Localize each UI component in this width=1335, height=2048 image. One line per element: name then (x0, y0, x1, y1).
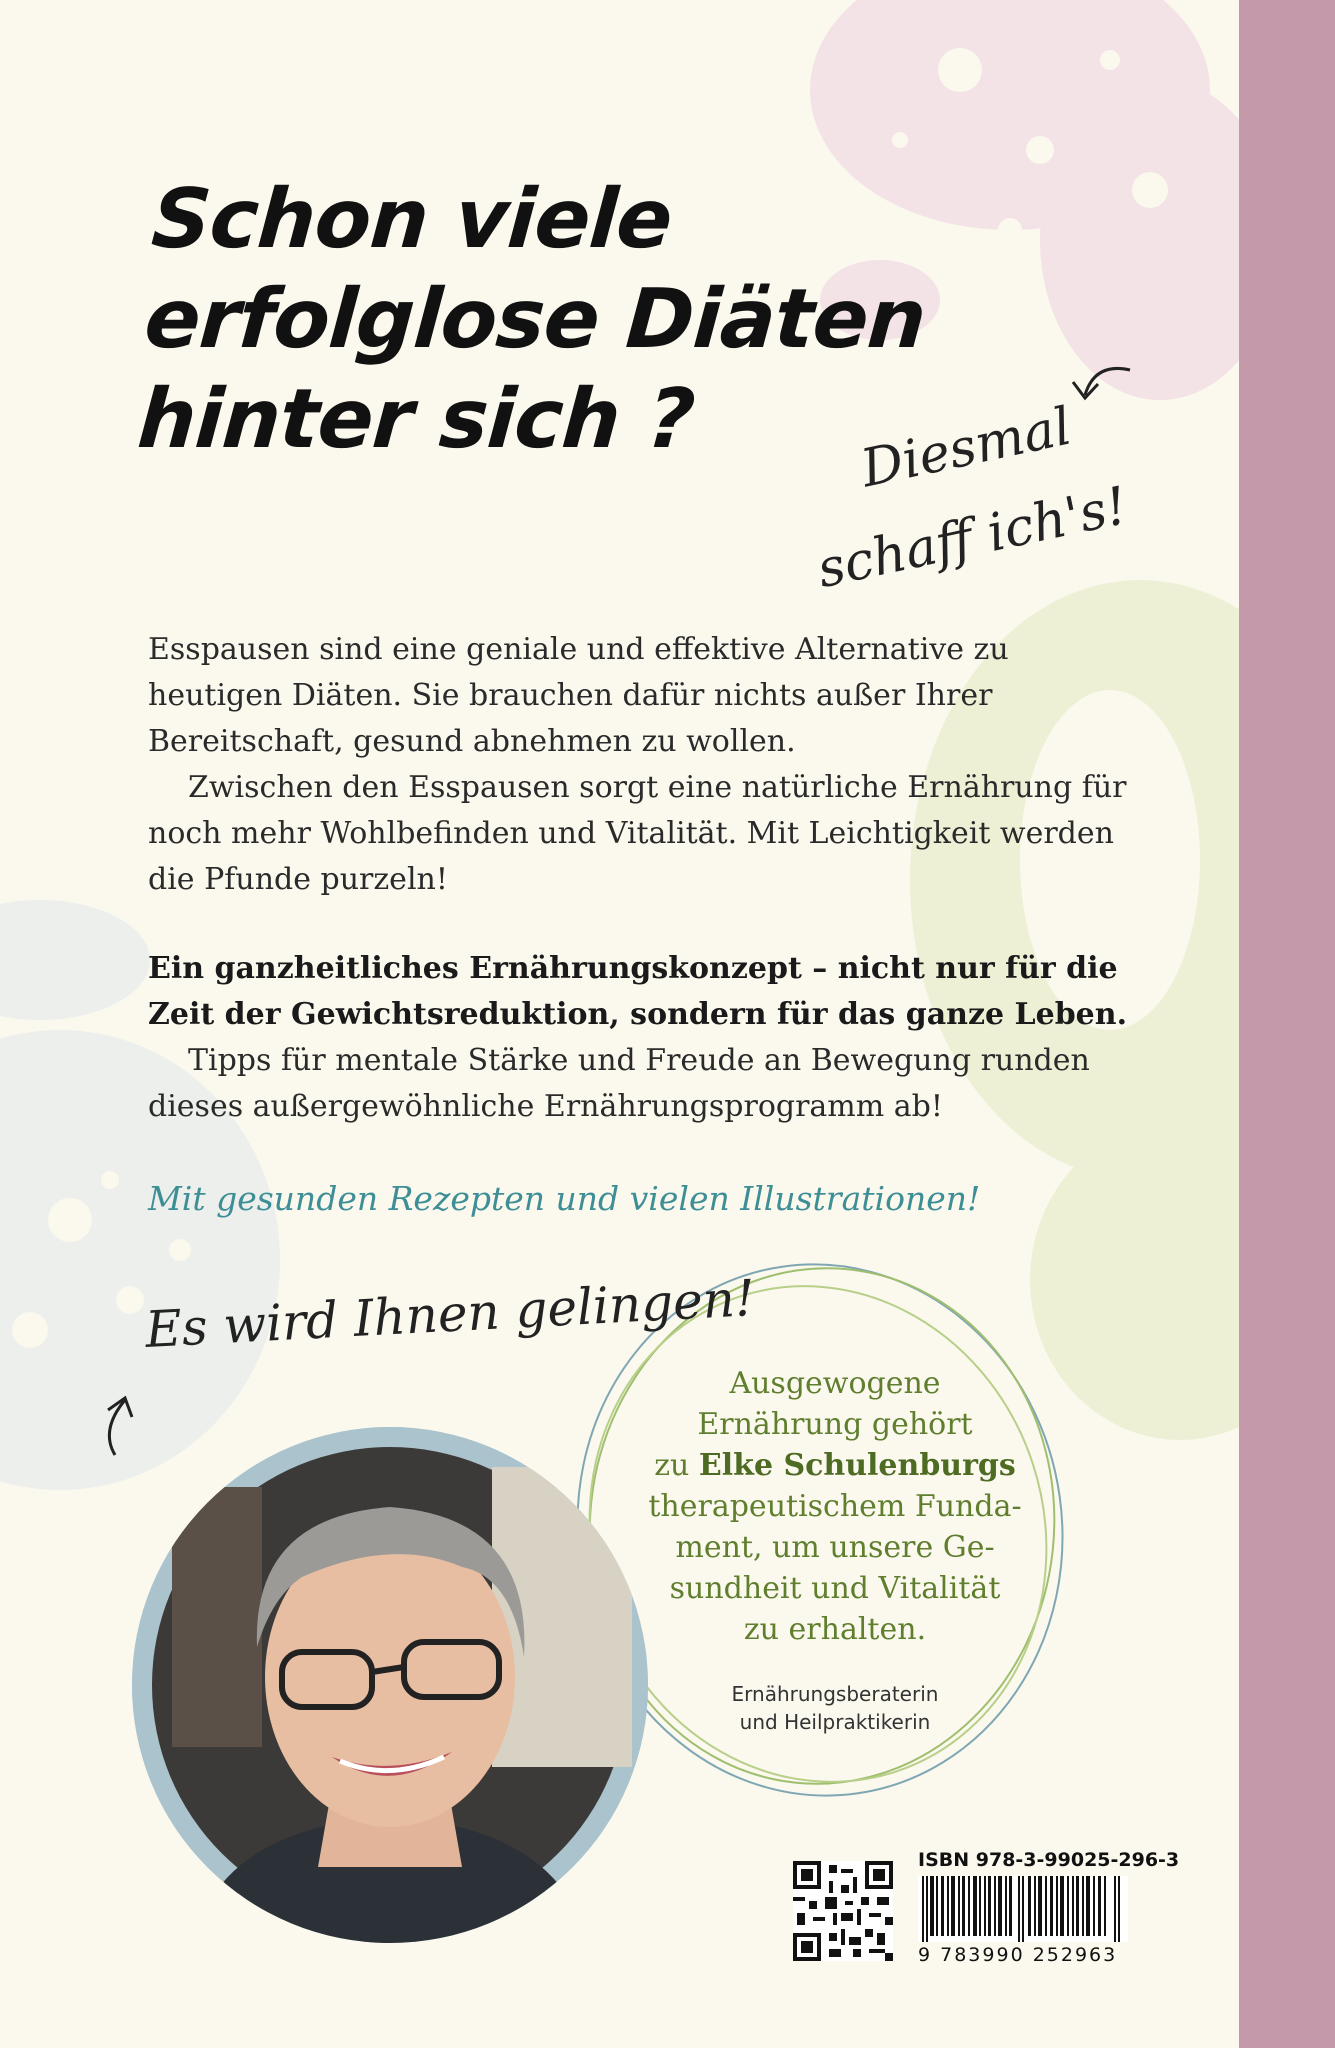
concept-bold-statement: Ein ganzheitliches Ernährungskonzept – nicht nur für die Zeit der Gewichtsreduktion, sondern für das ganze Leben. (148, 951, 1128, 1032)
intro-paragraph-1: Esspausen sind eine geniale und effektive Alternative zu heutigen Diäten. Sie brauchen dafür nichts außer Ihrer Bereitschaft, gesund abnehmen zu wollen. (148, 632, 1009, 759)
barcode (918, 1876, 1128, 1942)
quote-line-3-prefix: zu (654, 1448, 699, 1483)
role-line-2: und Heilpraktikerin (739, 1710, 931, 1734)
handwritten-encouragement: Es wird Ihnen gelingen! (143, 1269, 757, 1359)
highlight-line: Mit gesunden Rezepten und vielen Illustrationen! (148, 1179, 981, 1218)
author-role (650, 1680, 1020, 1736)
author-name: Elke Schulenburgs (698, 1448, 1016, 1483)
author-quote (615, 1363, 1055, 1650)
headline-line-3: hinter sich ? (134, 372, 698, 467)
role-line-1: Ernährungsberaterin (731, 1682, 939, 1706)
handwritten-note-line-2: schaff ich's! (812, 475, 1133, 601)
quote-line-6: sundheit und Vitalität (669, 1571, 1001, 1606)
quote-line-2: Ernährung gehört (697, 1407, 973, 1442)
headline (134, 170, 929, 470)
quote-line-7: zu erhalten. (743, 1612, 927, 1647)
intro-text (148, 627, 1128, 903)
isbn-label: ISBN 978-3-99025-296-3 (918, 1849, 1180, 1871)
quote-line-1: Ausgewogene (729, 1366, 941, 1401)
headline-line-1: Schon viele (148, 172, 675, 267)
quote-line-5: ment, um unsere Ge- (675, 1530, 995, 1565)
headline-line-2: erfolglose Diäten (141, 272, 929, 367)
quote-line-4: therapeutischem Funda- (648, 1489, 1022, 1524)
qr-code (793, 1861, 893, 1961)
handwritten-note-line-1: Diesmal (856, 396, 1077, 500)
concept-text (148, 946, 1128, 1130)
book-spine (1239, 0, 1335, 2048)
concept-paragraph: Tipps für mentale Stärke und Freude an Bewegung runden dieses außergewöhnliche Ernährungsprogramm ab! (148, 1043, 1090, 1124)
intro-paragraph-2: Zwischen den Esspausen sorgt eine natürliche Ernährung für noch mehr Wohlbefinden und Vitalität. Mit Leichtigkeit werden die Pfunde purzeln! (148, 770, 1127, 897)
author-portrait (132, 1427, 648, 1943)
quote-line-3 (615, 1445, 1055, 1486)
barcode-number: 9 783990 252963 (918, 1944, 1118, 1966)
